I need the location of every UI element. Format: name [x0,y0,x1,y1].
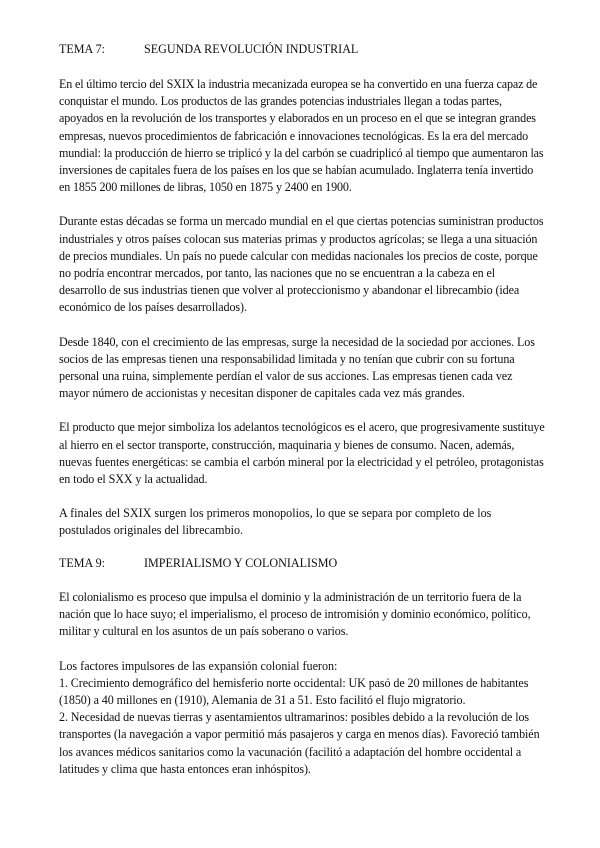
topic-9-factors-lead: Los factores impulsores de las expansión colonial fueron: [59,658,338,673]
topic-9-intro: El colonialismo es proceso que impulsa el dominio y la administración de un territorio fuera de la nación que lo hace suyo; el imperialismo, el proceso de intromisión y dominio económico, político, militar y cultural en los asuntos de un país soberano o varios. [59,590,531,639]
topic-9-heading [59,555,545,572]
topic-7-paragraph-1: En el último tercio del SXIX la industria mecanizada europea se ha convertido en una fuerza capaz de conquistar el mundo. Los productos de las grandes potencias industriales llegan a todas partes, apoyados en la revolución de los transportes y elaborados en un proceso en el que se integran grandes empresas, nuevos procedimientos de fabricación e innovaciones tecnológicas. Es la era del mercado mundial: la producción de hierro se triplicó y la del carbón se cuadriplicó al tiempo que aumentaron las inversiones de capitales fuera de los países en los que se habían acumulado. Inglaterra tenía invertido en 1855 200 millones de libras, 1050 en 1875 y 2400 en 1900. [59,77,544,195]
topic-7-number: TEMA 7: [59,42,106,56]
topic-7-paragraph-3: Desde 1840, con el crecimiento de las empresas, surge la necesidad de la sociedad por acciones. Los socios de las empresas tienen una responsabilidad limitada y no tenían que cubrir con su fortuna personal una ruina, simplemente perdían el valor de sus acciones. Las empresas tienen cada vez mayor número de accionistas y necesitan disponer de capitales cada vez más grandes. [59,334,535,401]
topic-7-paragraph-2: Durante estas décadas se forma un mercado mundial en el que ciertas potencias suministran productos industriales y otros países colocan sus materias primas y productos agrícolas; se llega a una situación de precios mundiales. Un país no puede calcular con medidas nacionales los precios de coste, porque no podría encontrar mercados, por tanto, las naciones que no se encuentran a la cabeza en el desarrollo de sus industrias tienen que volver al proteccionismo y abandonar el librecambio (idea económico de los países desarrollados). [59,214,544,315]
topic-9-factor-1: 1. Crecimiento demográfico del hemisferio norte occidental: UK pasó de 20 millones de habitantes (1850) a 40 millones en (1910), Alemania de 31 a 51. Esto facilitó el flujo migratorio. [59,675,529,708]
topic-9-number: TEMA 9: [59,556,106,570]
topic-7-title: SEGUNDA REVOLUCIÓN INDUSTRIAL [144,42,359,56]
topic-7-section [59,41,545,58]
topic-7-paragraph-4: El producto que mejor simboliza los adelantos tecnológicos es el acero, que progresivamente sustituye al hierro en el sector transporte, construcción, maquinaria y bienes de consumo. Nacen, además, nuevas fuentes energéticas: se cambia el carbón mineral por la electricidad y el petróleo, protagonistas en todo el SXX y la actualidad. [59,420,545,487]
topic-9-factor-2: 2. Necesidad de nuevas tierras y asentamientos ultramarinos: posibles debido a la revolución de los transportes (la navegación a vapor permitió más pasajeros y carga en menos días). Favoreció también los avances médicos sanitarios como la vacunación (facilitó a adaptación del hombre occidental a latitudes y clima que hasta entonces eran inhóspitos). [59,710,540,776]
topic-9-body [59,589,545,778]
topic-9-section [59,555,545,572]
topic-7-body [59,76,545,557]
topic-7-heading [59,41,545,58]
topic-7-paragraph-5: A finales del SXIX surgen los primeros monopolios, lo que se separa por completo de los postulados originales del librecambio. [59,506,492,538]
topic-9-title: IMPERIALISMO Y COLONIALISMO [144,556,338,570]
